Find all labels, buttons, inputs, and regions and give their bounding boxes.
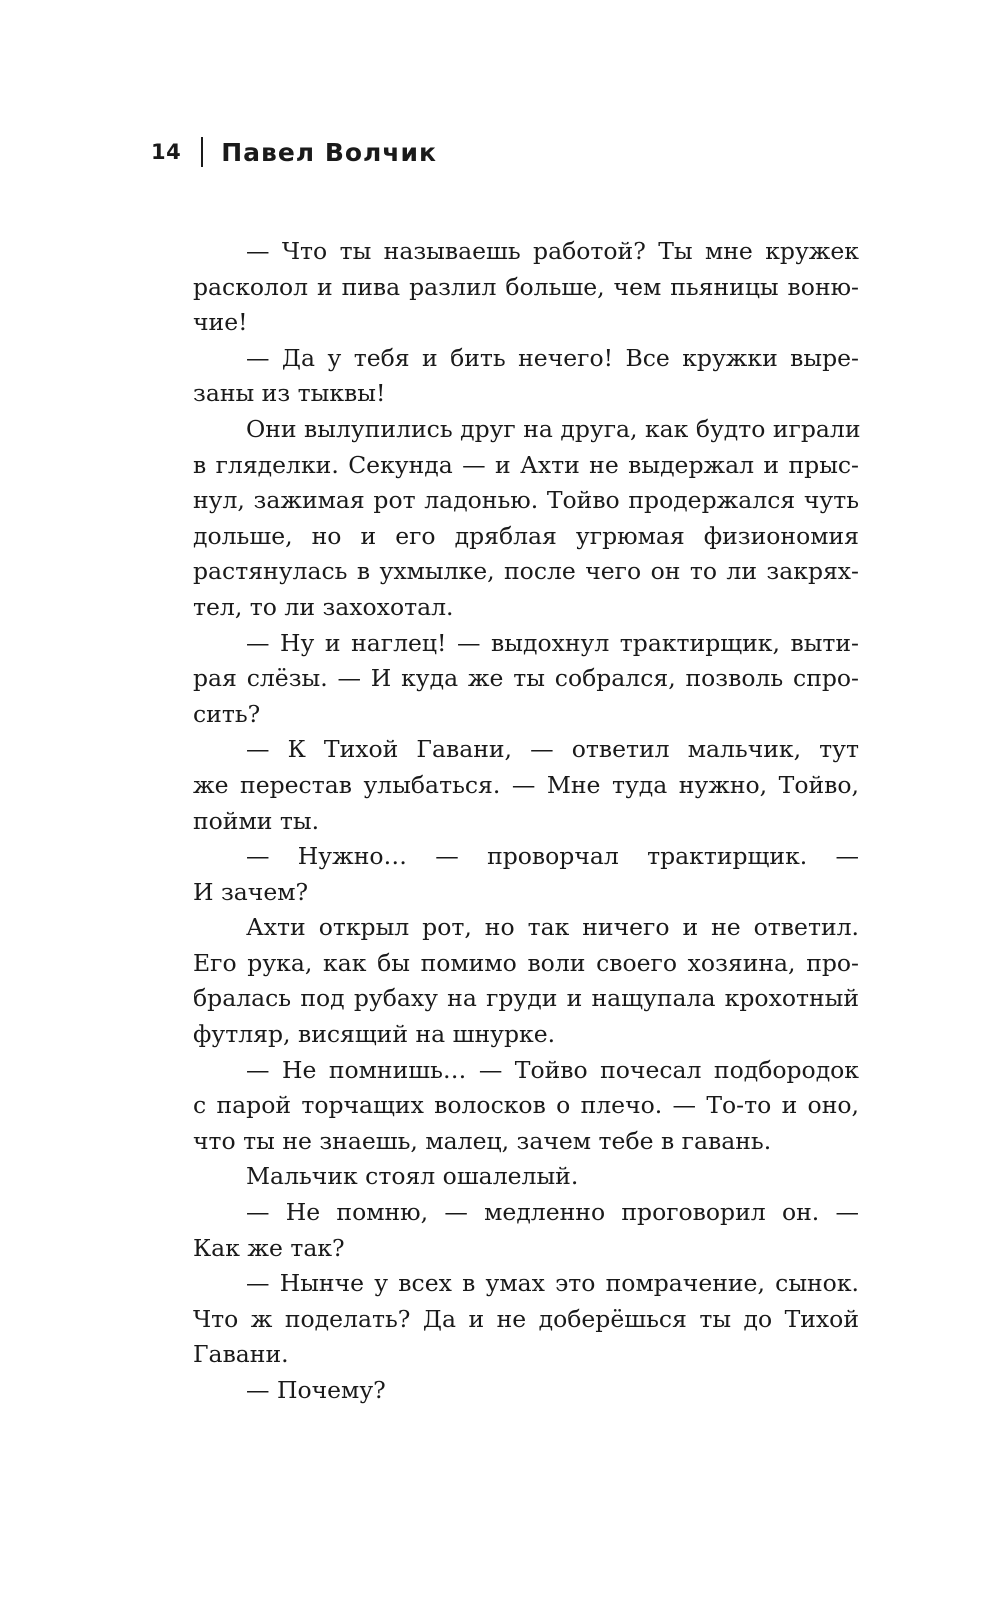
text-line: растянулась в ухмылке, после чего он то ли закрях- [193, 557, 859, 586]
text-line: — Нужно… — проворчал трактирщик. — [246, 842, 859, 871]
text-line: Они вылупились друг на друга, как будто играли [246, 414, 861, 443]
text-line: нул, зажимая рот ладонью. Тойво продержался чуть [193, 486, 859, 515]
text-line: — Что ты называешь работой? Ты мне кружек [246, 237, 859, 265]
running-head [151, 132, 437, 172]
text-line: — Не помню, — медленно проговорил он. — [246, 1198, 859, 1227]
text-line: тел, то ли захохотал. [193, 592, 454, 621]
text-line: пойми ты. [193, 806, 320, 835]
text-line: — Не помнишь… — Тойво почесал подбородок [246, 1055, 859, 1084]
text-line: — Да у тебя и бить нечего! Все кружки выре- [246, 343, 859, 372]
text-line: Что ж поделать? Да и не доберёшься ты до Тихой [193, 1304, 859, 1333]
body-text [193, 234, 859, 1409]
text-line: Ахти открыл рот, но так ничего и не ответил. [246, 913, 859, 942]
text-line: футляр, висящий на шнурке. [193, 1020, 556, 1049]
text-line: чие! [193, 308, 248, 337]
text-line: — Нынче у всех в умах это помрачение, сынок. [246, 1269, 859, 1298]
text-line: Его рука, как бы помимо воли своего хозяина, про- [193, 948, 859, 977]
text-line: — Ну и наглец! — выдохнул трактирщик, выти- [246, 628, 859, 657]
page-number: 14 [151, 140, 182, 164]
text-line: рая слёзы. — И куда же ты собрался, позволь спро- [193, 664, 859, 693]
text-line: сить? [193, 699, 261, 728]
text-line: бралась под рубаху на груди и нащупала крохотный [193, 984, 859, 1013]
text-line: с парой торчащих волосков о плечо. — То-то и оно, [193, 1091, 859, 1120]
text-line: Мальчик стоял ошалелый. [246, 1162, 579, 1191]
text-line: И зачем? [193, 877, 309, 906]
text-line: — К Тихой Гавани, — ответил мальчик, тут [246, 735, 859, 764]
text-line: же перестав улыбаться. — Мне туда нужно, Тойво, [193, 770, 859, 799]
text-line: — Почему? [246, 1376, 386, 1404]
text-line: дольше, но и его дряблая угрюмая физиономия [193, 521, 859, 550]
text-line: расколол и пива разлил больше, чем пьяницы воню- [193, 272, 859, 301]
text-line: заны из тыквы! [193, 379, 386, 408]
header-divider [201, 137, 203, 167]
text-line: что ты не знаешь, малец, зачем тебе в гавань. [193, 1126, 772, 1155]
text-line: Гавани. [193, 1340, 289, 1369]
text-line: Как же так? [193, 1233, 345, 1262]
text-line: в гляделки. Секунда — и Ахти не выдержал и прыс- [193, 450, 859, 479]
book-author: Павел Волчик [221, 137, 438, 167]
